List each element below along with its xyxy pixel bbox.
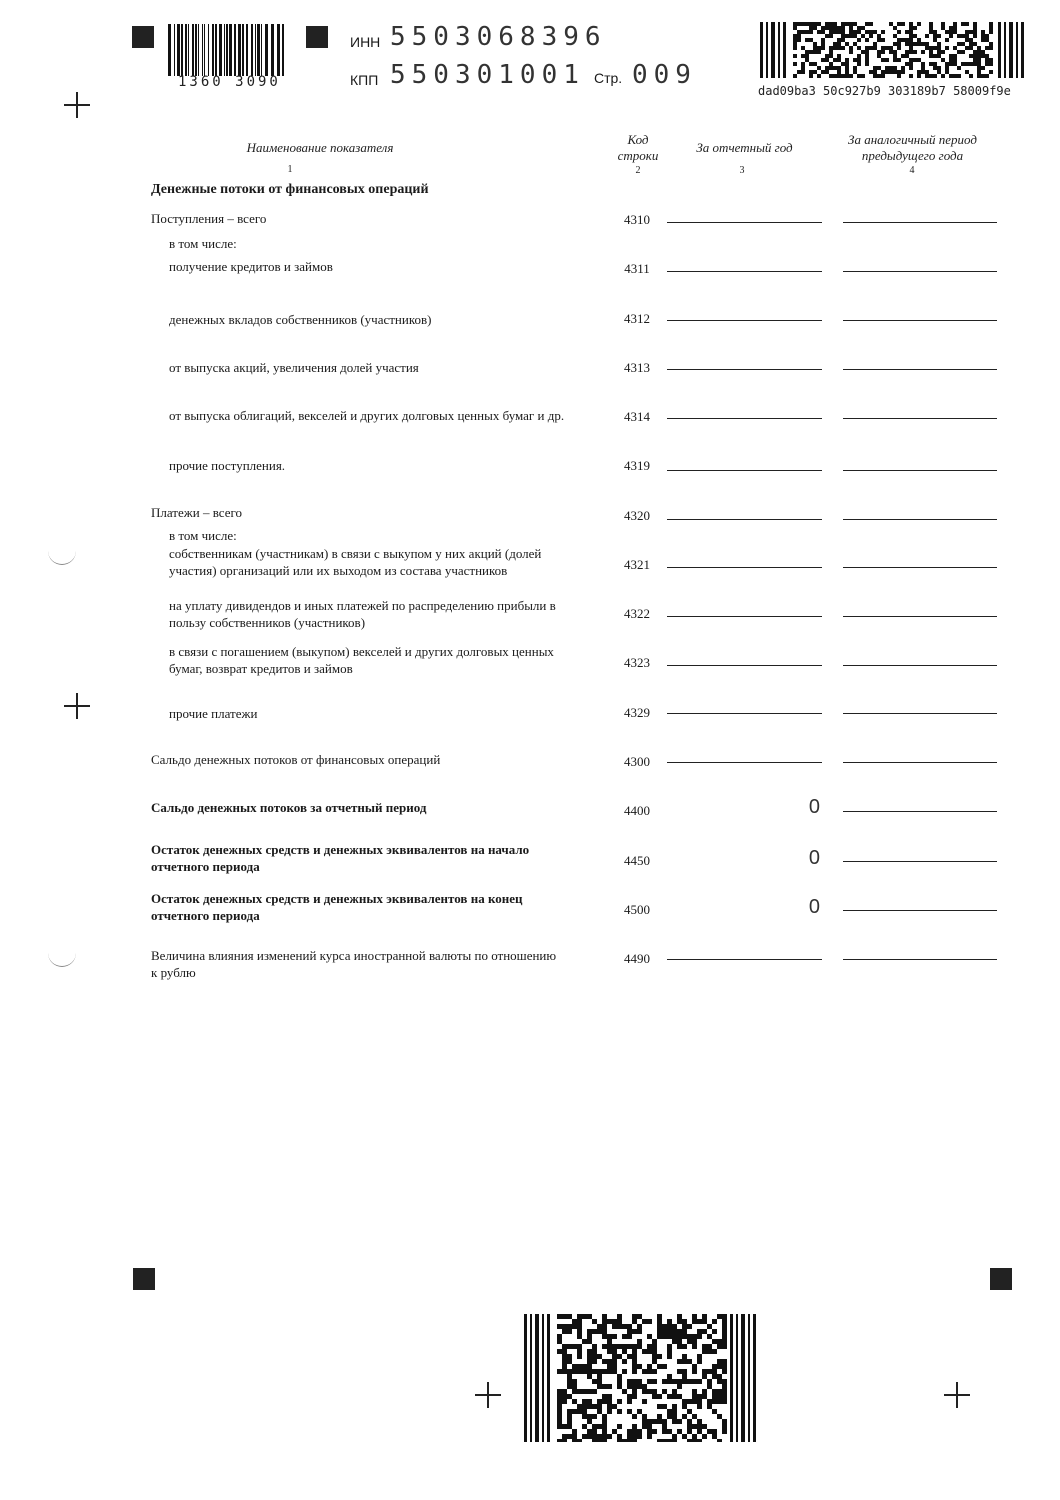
current-value: 0 <box>808 796 820 818</box>
row-code: 4312 <box>624 311 650 326</box>
current-value-field[interactable] <box>667 519 822 520</box>
previous-value-field[interactable] <box>843 320 997 321</box>
row-code: 4450 <box>624 853 650 868</box>
previous-value-field[interactable] <box>843 762 997 763</box>
document-hash-code: dad09ba3 50c927b9 303189b7 58009f9e <box>758 84 1011 98</box>
previous-value-field[interactable] <box>843 959 997 960</box>
barcode-number: 1360 3090 <box>178 74 281 90</box>
row-label: в том числе: <box>169 236 237 251</box>
row-code: 4400 <box>624 803 650 818</box>
row-code: 4322 <box>624 606 650 621</box>
page-value: 009 <box>632 60 697 90</box>
column-number-4: 4 <box>909 165 915 176</box>
row-code: 4300 <box>624 754 650 769</box>
row-label-line2: к рублю <box>151 965 196 980</box>
row-code: 4314 <box>624 409 650 424</box>
current-value-field[interactable] <box>667 567 822 568</box>
linear-barcode <box>168 24 290 76</box>
row-code: 4310 <box>624 212 650 227</box>
row-label-line1: собственникам (участникам) в связи с выкупом у них акций (долей <box>169 546 542 561</box>
corner-marker-top-center <box>306 26 328 48</box>
corner-marker-bottom-left <box>133 1268 155 1290</box>
row-label-line1: в связи с погашением (выкупом) векселей и других долговых ценных <box>169 644 554 659</box>
previous-value-field[interactable] <box>843 665 997 666</box>
row-label-line2: отчетного периода <box>151 908 260 923</box>
previous-value-field[interactable] <box>843 713 997 714</box>
previous-value-field[interactable] <box>843 519 997 520</box>
row-label: получение кредитов и займов <box>169 259 333 274</box>
row-code: 4319 <box>624 458 650 473</box>
row-label-line2: пользу собственников (участников) <box>169 615 366 630</box>
inn-value: 5503068396 <box>390 22 607 52</box>
row-label: от выпуска акций, увеличения долей участия <box>169 360 419 375</box>
registration-cross-bottom-right <box>944 1382 970 1408</box>
previous-value-field[interactable] <box>843 567 997 568</box>
row-label-line1: на уплату дивидендов и иных платежей по распределению прибыли в <box>169 598 556 613</box>
current-value-field[interactable] <box>667 271 822 272</box>
previous-value-field[interactable] <box>843 910 997 911</box>
row-label: прочие платежи <box>169 706 258 721</box>
registration-cross-top-left <box>64 92 90 118</box>
previous-value-field[interactable] <box>843 222 997 223</box>
row-label: Сальдо денежных потоков от финансовых операций <box>151 752 441 767</box>
corner-marker-top-left <box>132 26 154 48</box>
current-value: 0 <box>808 896 820 918</box>
previous-value-field[interactable] <box>843 811 997 812</box>
row-code: 4490 <box>624 951 650 966</box>
previous-value-field[interactable] <box>843 616 997 617</box>
previous-value-field[interactable] <box>843 861 997 862</box>
row-label-line2: участия) организаций или их выходом из состава участников <box>169 563 508 578</box>
row-code: 4500 <box>624 902 650 917</box>
row-code: 4311 <box>624 261 650 276</box>
row-label: Сальдо денежных потоков за отчетный период <box>151 800 427 815</box>
column-header-previous-line2: предыдущего года <box>861 148 964 163</box>
current-value-field[interactable] <box>667 222 822 223</box>
current-value-field[interactable] <box>667 665 822 666</box>
registration-cross-mid-left <box>64 693 90 719</box>
column-number-3: 3 <box>739 165 745 176</box>
current-value: 0 <box>808 847 820 869</box>
current-value-field[interactable] <box>667 959 822 960</box>
previous-value-field[interactable] <box>843 418 997 419</box>
row-label: от выпуска облигаций, векселей и других долговых ценных бумаг и др. <box>169 408 565 423</box>
column-number-2: 2 <box>635 165 641 176</box>
current-value-field[interactable] <box>667 713 822 714</box>
current-value-field[interactable] <box>667 369 822 370</box>
row-label: Платежи – всего <box>151 505 242 520</box>
previous-value-field[interactable] <box>843 271 997 272</box>
qr-matrix-code-top <box>760 22 1024 78</box>
column-header-code-line2: строки <box>617 148 659 163</box>
page-label: Стр. <box>594 70 623 86</box>
column-number-1: 1 <box>287 164 293 175</box>
previous-value-field[interactable] <box>843 369 997 370</box>
column-header-current: За отчетный год <box>696 140 793 155</box>
row-label: прочие поступления. <box>169 458 286 473</box>
row-label: Поступления – всего <box>151 211 267 226</box>
row-code: 4321 <box>624 557 650 572</box>
row-code: 4320 <box>624 508 650 523</box>
column-header-name: Наименование показателя <box>246 140 394 155</box>
inn-label: ИНН <box>350 34 381 50</box>
row-label-line1: Остаток денежных средств и денежных эквивалентов на конец <box>151 891 523 906</box>
current-value-field[interactable] <box>667 320 822 321</box>
row-label: денежных вкладов собственников (участников) <box>169 312 432 327</box>
current-value-field[interactable] <box>667 470 822 471</box>
corner-marker-bottom-right <box>990 1268 1012 1290</box>
hole-punch-mark-upper <box>48 550 76 565</box>
column-header-code-line1: Код <box>627 132 649 147</box>
row-label-line2: бумаг, возврат кредитов и займов <box>169 661 353 676</box>
current-value-field[interactable] <box>667 418 822 419</box>
registration-cross-bottom-center <box>475 1382 501 1408</box>
current-value-field[interactable] <box>667 762 822 763</box>
kpp-label: КПП <box>350 72 379 88</box>
row-label-line1: Остаток денежных средств и денежных эквивалентов на начало <box>151 842 530 857</box>
hole-punch-mark-lower <box>48 952 76 967</box>
previous-value-field[interactable] <box>843 470 997 471</box>
row-code: 4313 <box>624 360 650 375</box>
row-label-line2: отчетного периода <box>151 859 260 874</box>
qr-matrix-code-bottom <box>524 1314 756 1442</box>
column-header-previous-line1: За аналогичный период <box>848 132 977 147</box>
row-label: в том числе: <box>169 528 237 543</box>
kpp-value: 550301001 <box>390 60 585 90</box>
row-label-line1: Величина влияния изменений курса иностранной валюты по отношению <box>151 948 557 963</box>
current-value-field[interactable] <box>667 616 822 617</box>
row-code: 4329 <box>624 705 650 720</box>
row-code: 4323 <box>624 655 650 670</box>
section-title: Денежные потоки от финансовых операций <box>151 182 429 197</box>
